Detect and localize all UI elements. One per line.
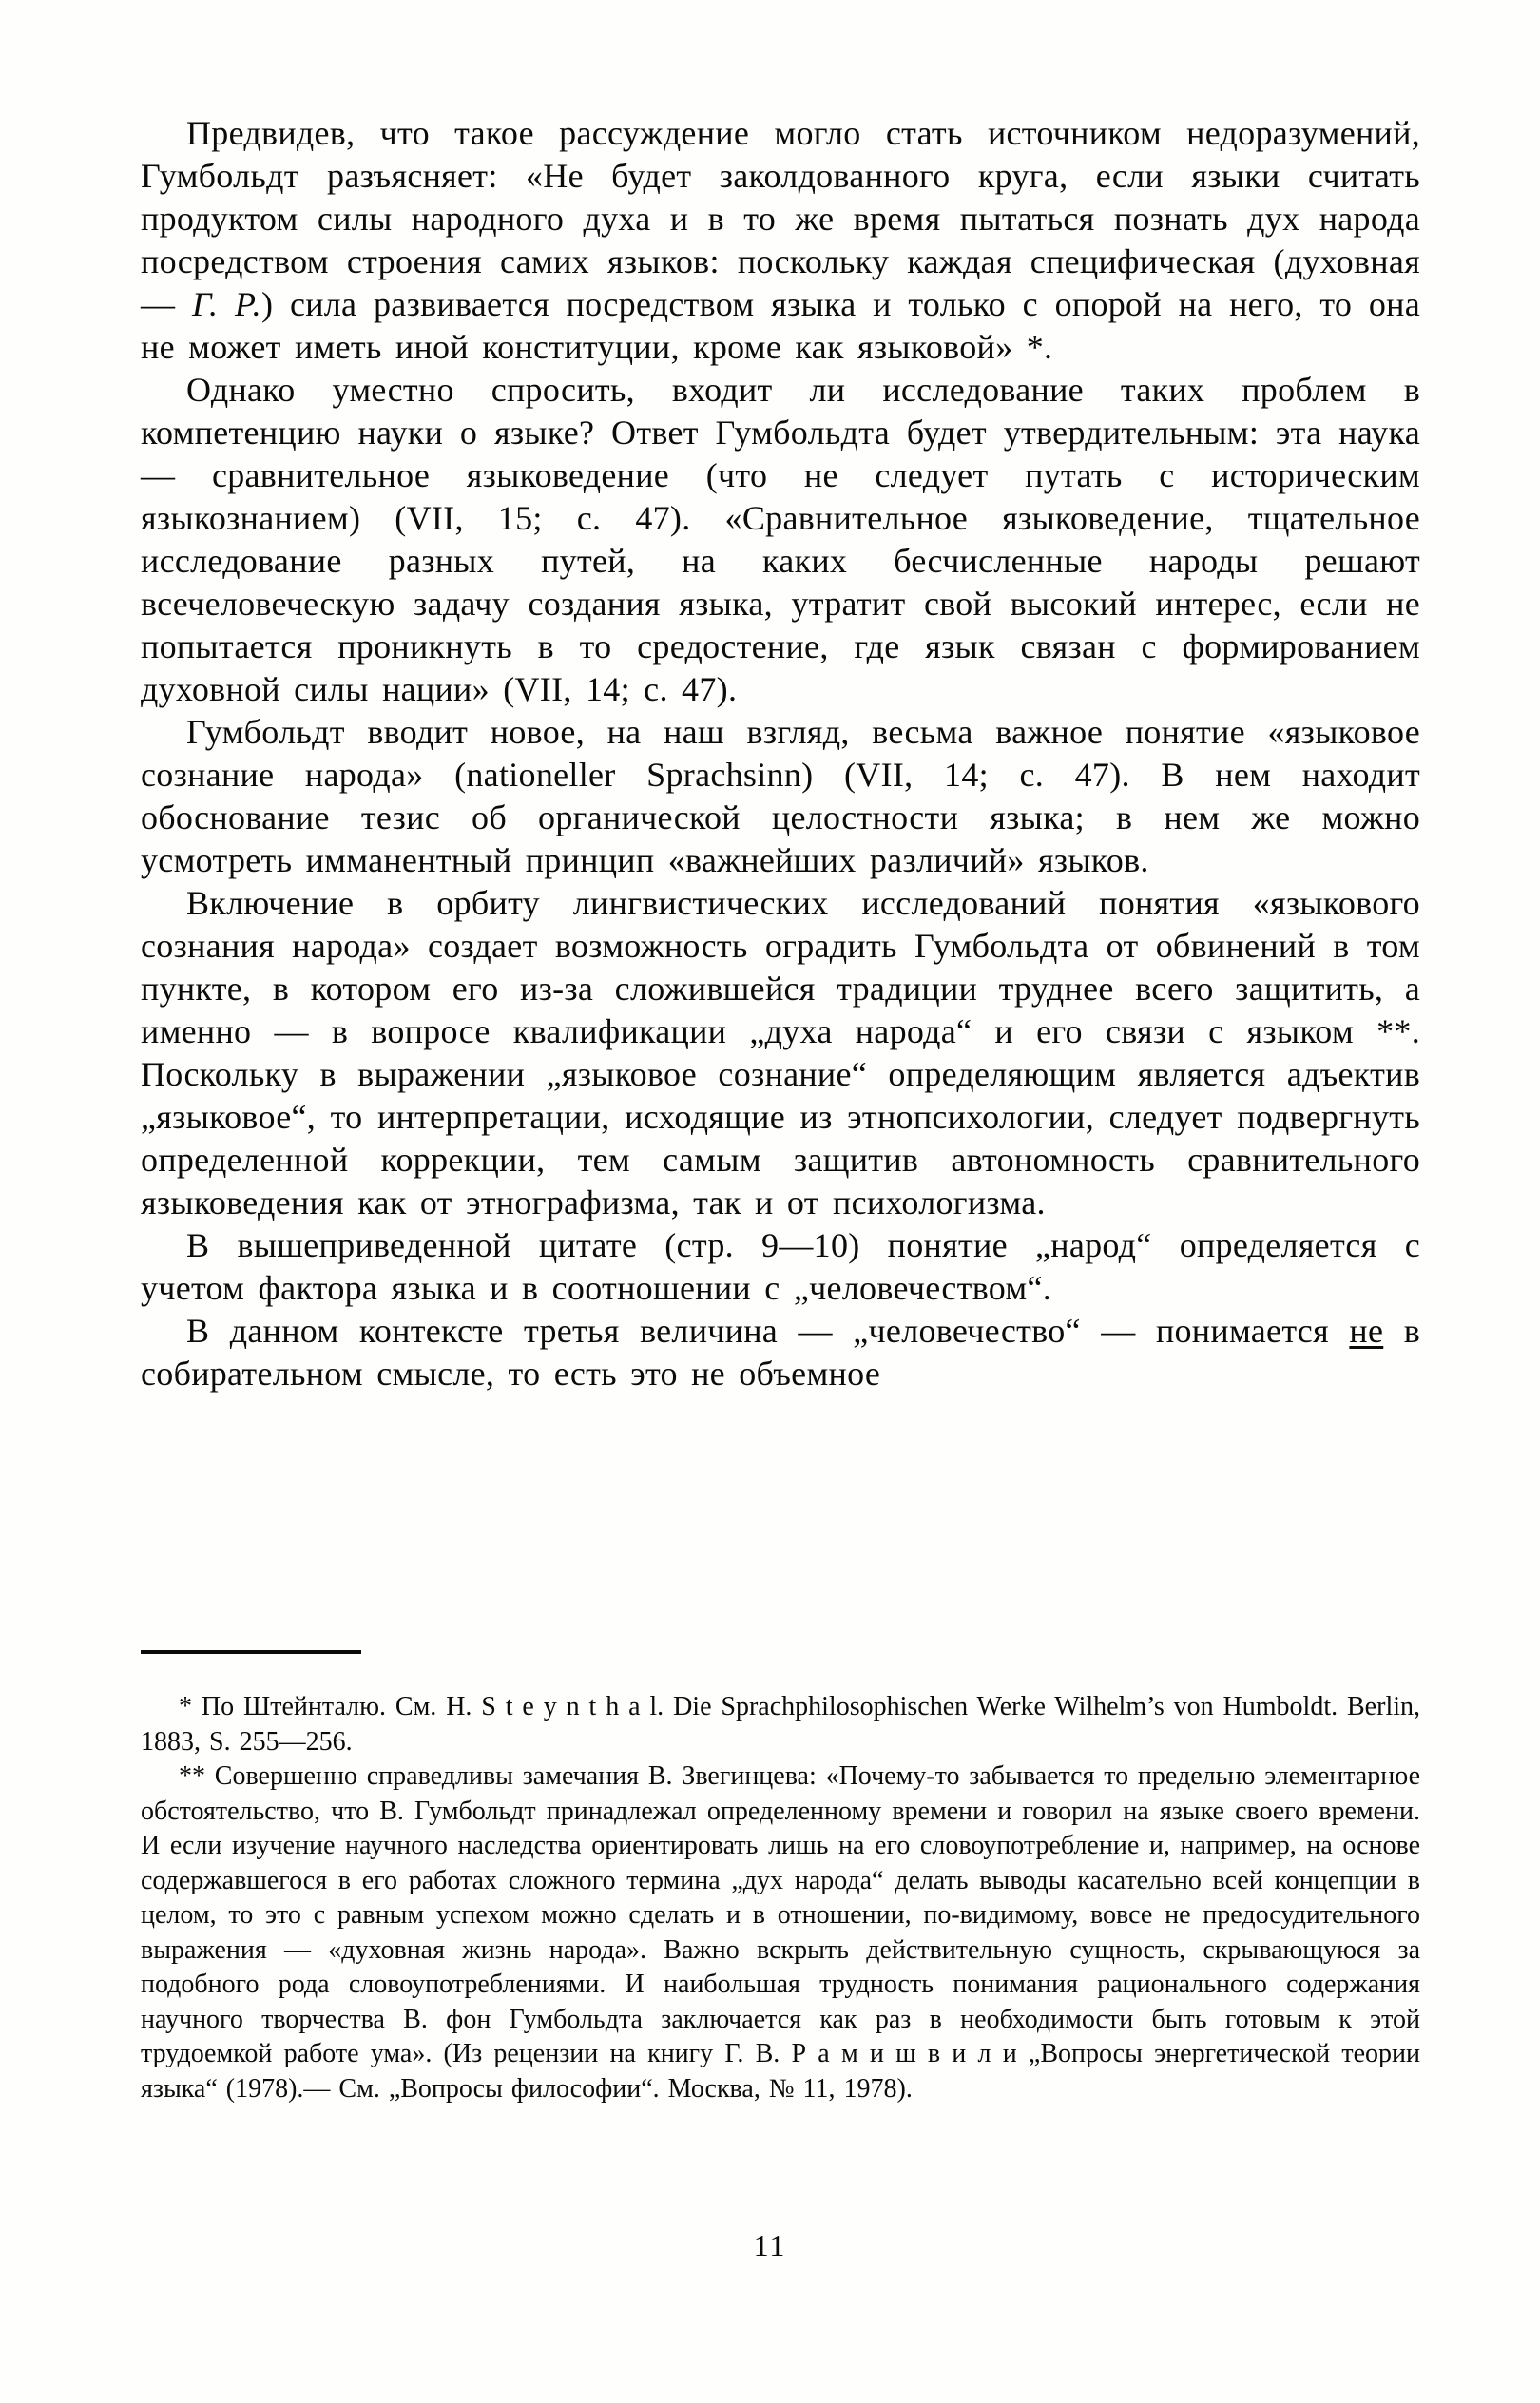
- paragraph-text-run: Однако уместно спросить, входит ли исследование таких проблем в компетенцию науки о языке? Ответ Гумбольдта будет утвердительным: эта наука — сравнительное языковедение (что не следует путать с историческим языкознанием) (VII, 15; с. 47). «Сравнительное языковедение, тщательное исследование разных путей, на каких бесчисленные народы решают всечеловеческую задачу создания языка, утратит свой высокий интерес, если не попытается проникнуть в то средостение, где язык связан с формированием духовной силы нации» (VII, 14; с. 47).: [141, 371, 1420, 708]
- footnote: [141, 1690, 1420, 1759]
- paragraph-text-run: Г. Р.: [191, 285, 261, 323]
- paragraph: [141, 1224, 1420, 1310]
- footnote-text-run: * По Штейнталю. См. H. S t e y n t h a l. Die Sprachphilosophischen Werke Wilhelm’s von Humboldt. Berlin, 1883, S. 255—256.: [141, 1692, 1420, 1757]
- paragraph: [141, 1310, 1420, 1395]
- main-text-block: [141, 112, 1420, 1395]
- footnote: [141, 1759, 1420, 2106]
- paragraph-text-run: Гумбольдт вводит новое, на наш взгляд, весьма важное понятие «языковое сознание народа» (nationeller Sprachsinn) (VII, 14; с. 47). В нем находит обоснование тезис об органической целостности языка; в нем же можно усмотреть имманентный принцип «важнейших различий» языков.: [141, 713, 1420, 879]
- page-number: 11: [753, 2228, 787, 2262]
- paragraph-text-run: Включение в орбиту лингвистических исследований понятия «языкового сознания народа» создает возможность оградить Гумбольдта от обвинений в том пункте, в котором его из-за сложившейся традиции труднее всего защитить, а именно — в вопросе квалификации „духа народа“ и его связи с языком **. Поскольку в выражении „языковое сознание“ определяющим является адъектив „языковое“, то интерпретации, исходящие из этнопсихологии, следует подвергнуть определенной коррекции, тем самым защитив автономность сравнительного языковедения как от этнографизма, так и от психологизма.: [141, 884, 1420, 1221]
- footnote-text-run: ** Совершенно справедливы замечания В. Звегинцева: «Почему-то забывается то предельно элементарное обстоятельство, что В. Гумбольдт принадлежал определенному времени и говорил на языке своего времени. И если изучение научного наследства ориентировать лишь на его словоупотребление и, например, на основе содержавшегося в его работах сложного термина „дух народа“ делать выводы касательно всей концепции в целом, то это с равным успехом можно сделать и в отношении, по-видимому, вовсе не предосудительного выражения — «духовная жизнь народа». Важно вскрыть действительную сущность, скрывающуюся за подобного рода словоупотреблениями. И наибольшая трудность понимания рационального содержания научного творчества В. фон Гумбольдта заключается как раз в необходимости быть готовым к этой трудоемкой работе ума». (Из рецензии на книгу Г. В. Р а м и ш в и л и „Вопросы энергетической теории языка“ (1978).— См. „Вопросы философии“. Москва, № 11, 1978).: [141, 1761, 1420, 2104]
- paragraph-text-run: в собирательном смысле, то есть это не объемное: [141, 1312, 1420, 1393]
- paragraph: [141, 112, 1420, 369]
- paragraph-text-run: не: [1349, 1312, 1384, 1350]
- paragraph-text-run: ) сила развивается посредством языка и только с опорой на него, то она не может иметь иной конституции, кроме как языковой» *.: [141, 285, 1420, 366]
- paragraph: [141, 882, 1420, 1224]
- paragraph-text-run: В данном контексте третья величина — „человечество“ — понимается: [186, 1312, 1350, 1350]
- paragraph: [141, 711, 1420, 882]
- paragraph: [141, 369, 1420, 711]
- footnotes-block: [141, 1690, 1420, 2106]
- paragraph-text-run: Предвидев, что такое рассуждение могло стать источником недоразумений, Гумбольдт разъясняет: «Не будет заколдованного круга, если языки считать продуктом силы народного духа и в то же время пытаться познать дух народа посредством строения самих языков: поскольку каждая специфическая (духовная —: [141, 114, 1420, 323]
- footnote-separator: [141, 1650, 361, 1654]
- paragraph-text-run: В вышеприведенной цитате (стр. 9—10) понятие „народ“ определяется с учетом фактора языка и в соотношении с „человечеством“.: [141, 1226, 1420, 1307]
